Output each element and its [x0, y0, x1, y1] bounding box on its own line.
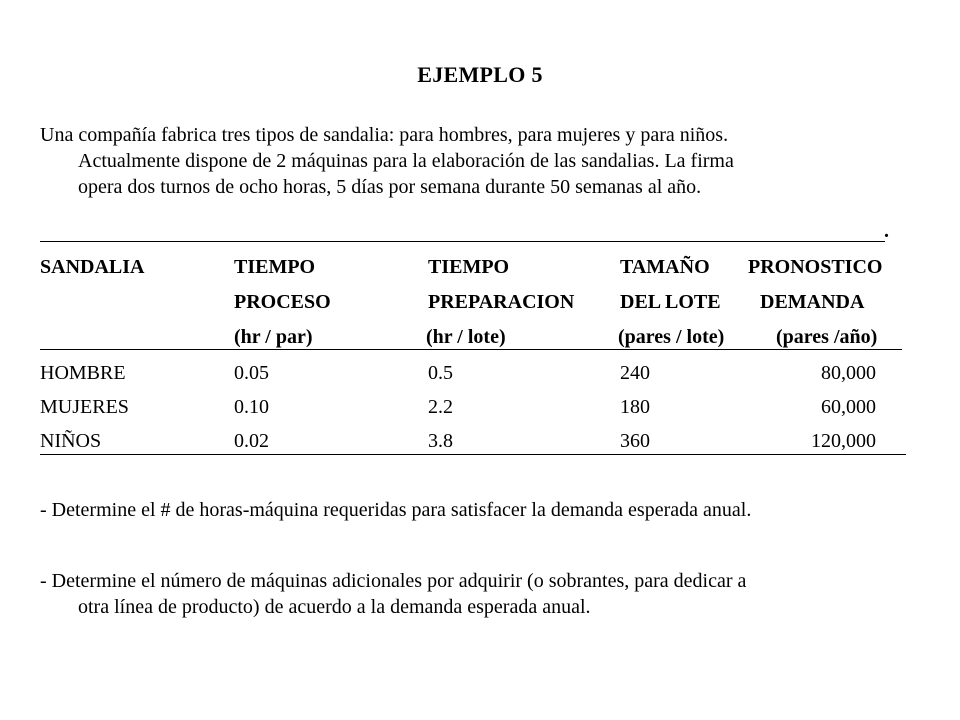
question-line: otra línea de producto) de acuerdo a la demanda esperada anual.: [78, 596, 591, 618]
question-line: - Determine el # de horas-máquina requeridas para satisfacer la demanda esperada anual.: [40, 499, 752, 521]
row-hombre-preparacion: 0.5: [428, 362, 453, 384]
row-mujeres-tipo: MUJERES: [40, 396, 129, 418]
header-tamano-lote-3: (pares / lote): [618, 326, 725, 348]
header-tiempo-proceso-3: (hr / par): [234, 326, 313, 348]
intro-line: opera dos turnos de ocho horas, 5 días por semana durante 50 semanas al año.: [78, 176, 702, 198]
header-tiempo-preparacion-2: PREPARACION: [428, 291, 575, 313]
intro-paragraph: [40, 122, 920, 200]
header-pronostico-1: PRONOSTICO: [748, 256, 883, 278]
row-ninos-lote: 360: [620, 430, 650, 452]
row-ninos-demanda: 120,000: [811, 430, 876, 452]
row-mujeres-lote: 180: [620, 396, 650, 418]
header-tamano-lote-1: TAMAÑO: [620, 256, 710, 278]
intro-line: Una compañía fabrica tres tipos de sandalia: para hombres, para mujeres y para niños.: [40, 124, 729, 146]
header-sandalia: SANDALIA: [40, 256, 145, 278]
header-tiempo-proceso-1: TIEMPO: [234, 256, 316, 278]
row-hombre-demanda: 80,000: [821, 362, 876, 384]
table-bottom-rule: [40, 454, 906, 455]
intro-line: Actualmente dispone de 2 máquinas para la elaboración de las sandalias. La firma: [78, 150, 734, 172]
row-mujeres-proceso: 0.10: [234, 396, 269, 418]
row-ninos-tipo: NIÑOS: [40, 430, 102, 452]
rule-end-dot: .: [884, 220, 889, 242]
table-top-rule: [40, 241, 885, 242]
row-hombre-tipo: HOMBRE: [40, 362, 126, 384]
question-line: - Determine el número de máquinas adicionales por adquirir (o sobrantes, para dedicar a: [40, 570, 747, 592]
header-bottom-rule: [40, 349, 902, 350]
row-hombre-lote: 240: [620, 362, 650, 384]
header-tiempo-preparacion-1: TIEMPO: [428, 256, 510, 278]
row-mujeres-demanda: 60,000: [821, 396, 876, 418]
row-ninos-proceso: 0.02: [234, 430, 269, 452]
header-pronostico-3: (pares /año): [776, 326, 878, 348]
header-tamano-lote-2: DEL LOTE: [620, 291, 721, 313]
header-pronostico-2: DEMANDA: [760, 291, 865, 313]
page-title: EJEMPLO 5: [417, 62, 543, 87]
row-ninos-preparacion: 3.8: [428, 430, 453, 452]
header-tiempo-preparacion-3: (hr / lote): [426, 326, 506, 348]
question-1: [40, 497, 920, 523]
question-2: [40, 568, 920, 620]
row-hombre-proceso: 0.05: [234, 362, 269, 384]
row-mujeres-preparacion: 2.2: [428, 396, 453, 418]
header-tiempo-proceso-2: PROCESO: [234, 291, 331, 313]
